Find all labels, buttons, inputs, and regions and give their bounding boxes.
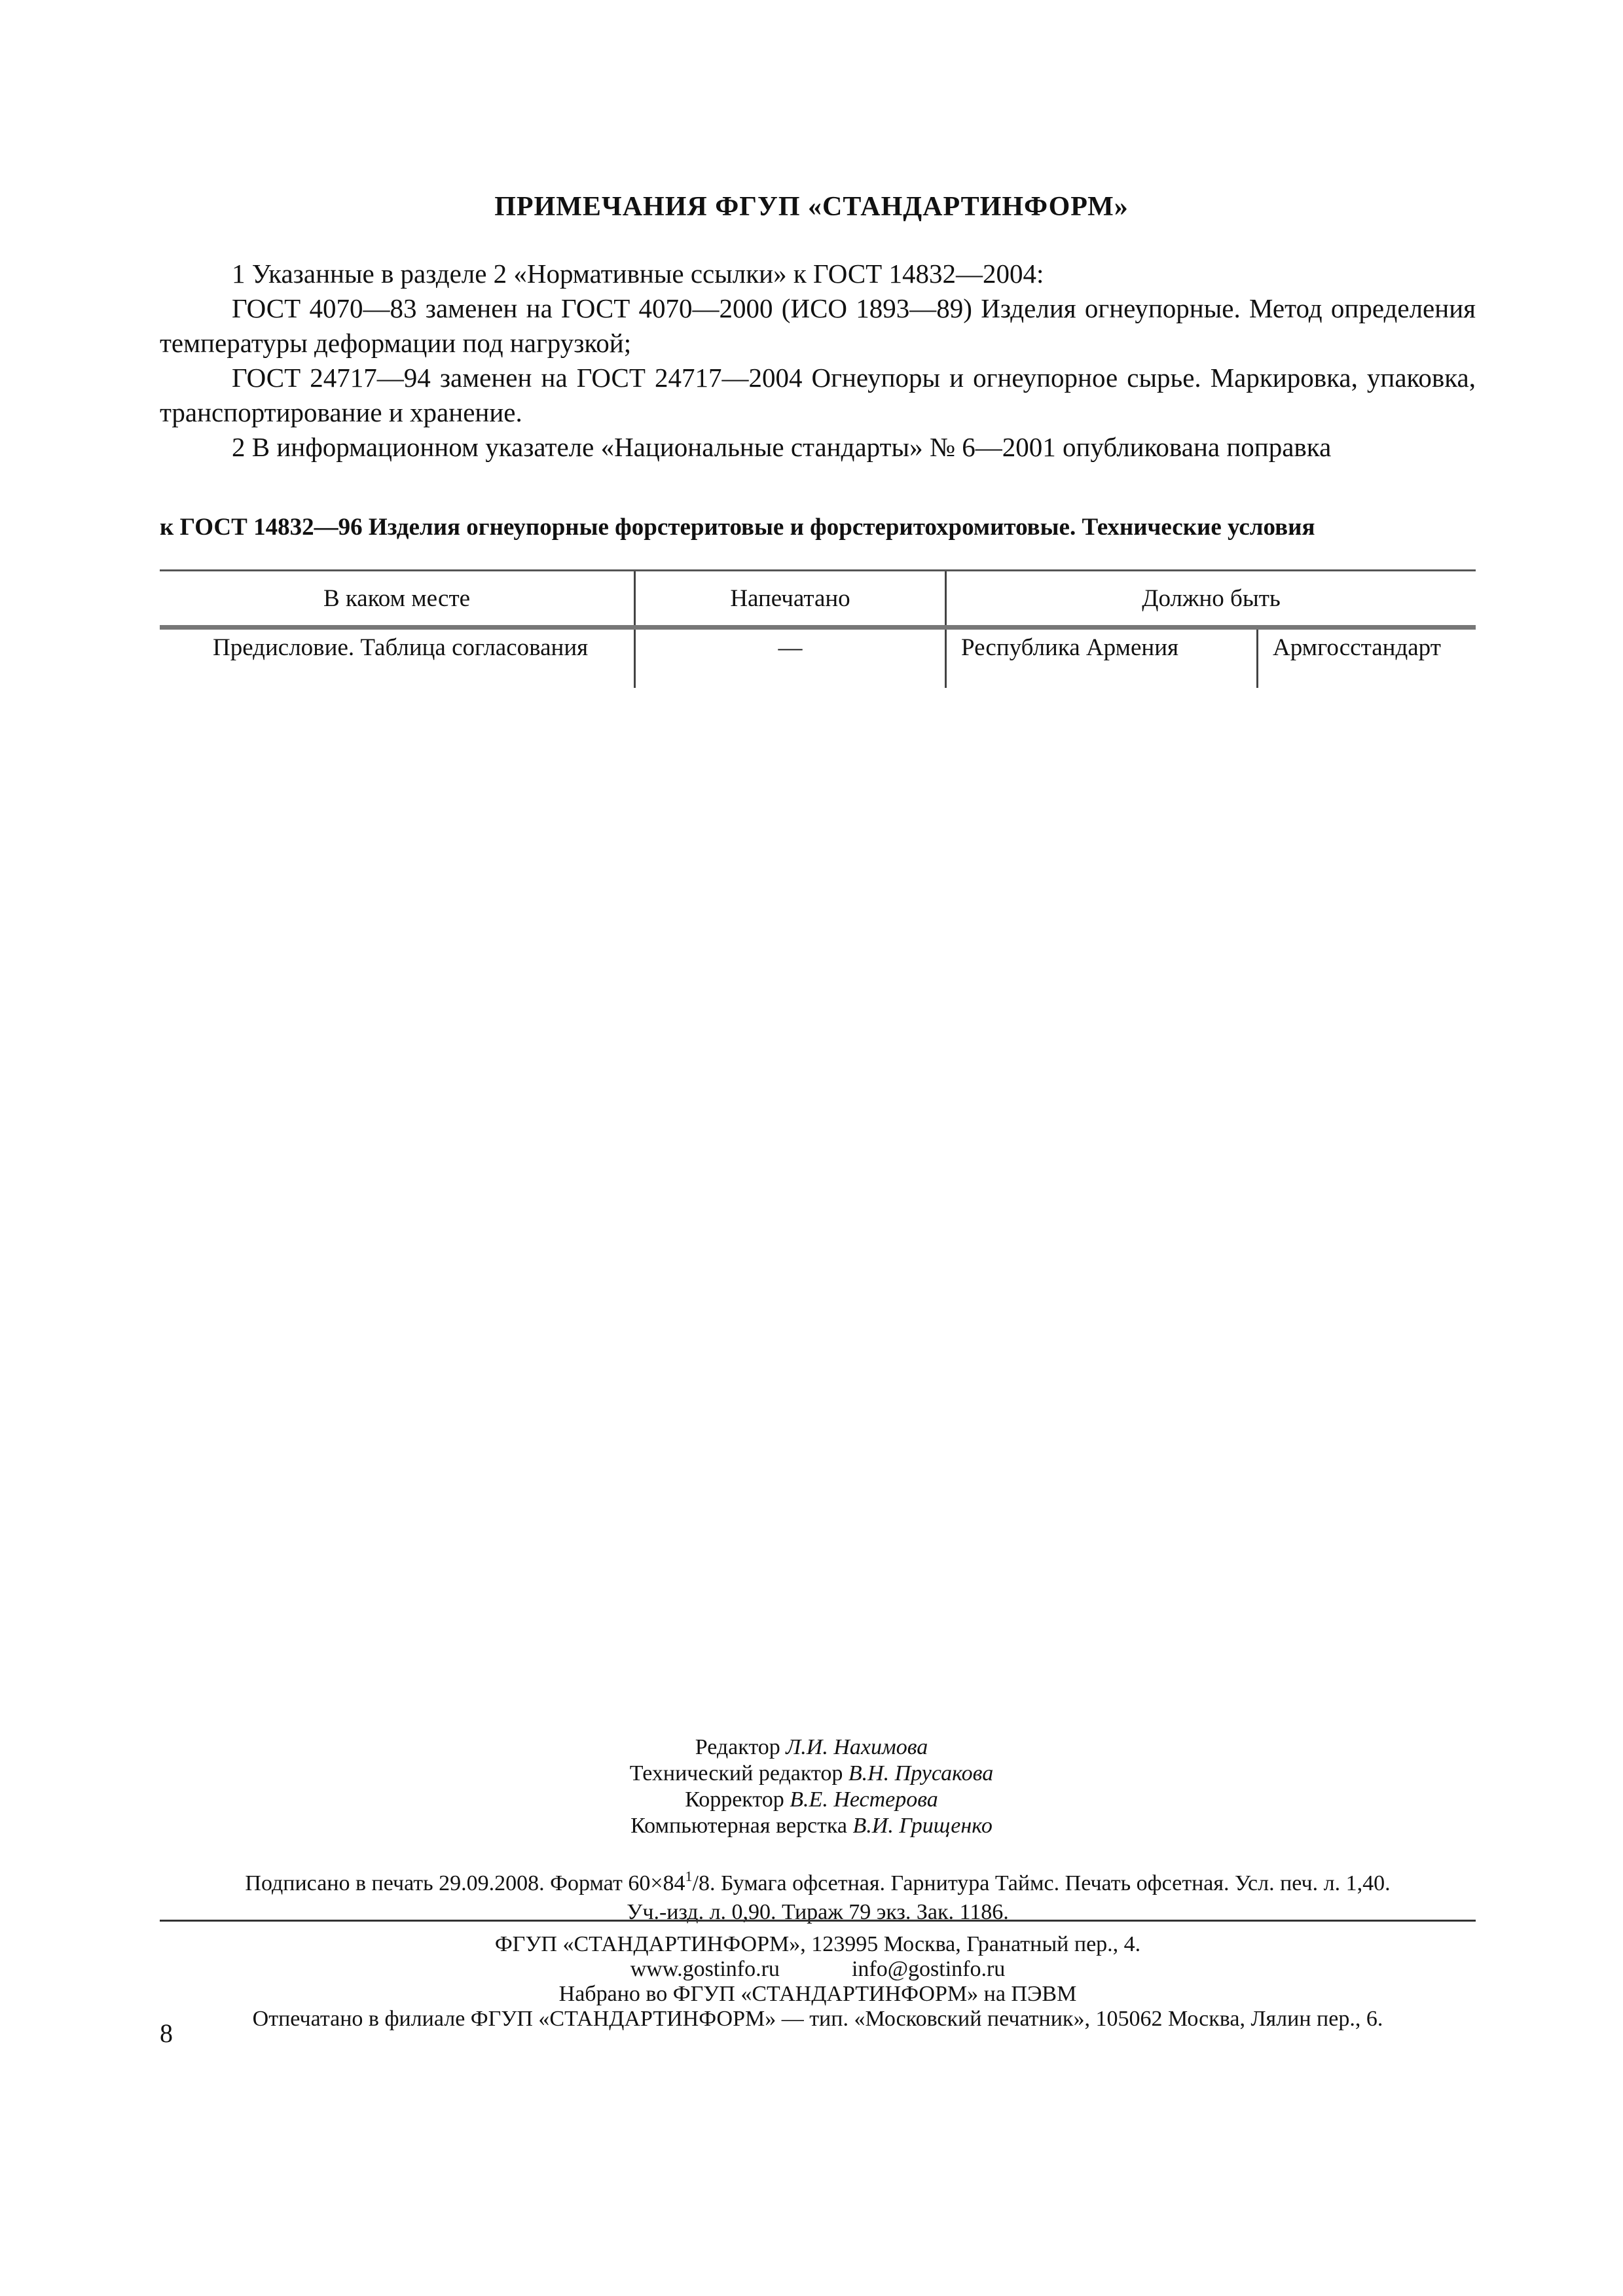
note-2 xyxy=(160,430,1476,465)
note-1-text: 1 Указанные в разделе 2 «Нормативные ссылки» к ГОСТ 14832—2004: xyxy=(232,259,1044,289)
publisher-block xyxy=(160,1932,1476,2032)
cell-printed: — xyxy=(635,628,946,689)
credit-tech-editor-name: В.Н. Прусакова xyxy=(848,1761,994,1785)
credit-layout xyxy=(0,1813,1623,1839)
header-where: В каком месте xyxy=(160,571,635,628)
cell-should-body: Армгосстандарт xyxy=(1258,628,1476,689)
credit-editor-name: Л.И. Нахимова xyxy=(786,1735,928,1759)
credit-editor-label: Редактор xyxy=(695,1735,780,1759)
note-1-item-2 xyxy=(160,361,1476,430)
credit-corrector-name: В.Е. Нестерова xyxy=(790,1787,938,1812)
print-info xyxy=(160,1862,1476,1927)
divider-rule xyxy=(160,1920,1476,1922)
format-sub: /8 xyxy=(692,1871,710,1895)
note-2-text: 2 В информационном указателе «Национальные стандарты» № 6—2001 опубликована поправка xyxy=(232,432,1332,462)
cell-should-country: Республика Армения xyxy=(946,628,1258,689)
publisher-line-1: ФГУП «СТАНДАРТИНФОРМ», 123995 Москва, Гранатный пер., 4. xyxy=(494,1932,1141,1956)
note-1-item-1-text: ГОСТ 4070—83 заменен на ГОСТ 4070—2000 (ИСО 1893—89) Изделия огнеупорные. Метод определения температуры деформации под нагрузкой; xyxy=(160,293,1476,358)
credits-block xyxy=(0,1734,1623,1839)
credit-corrector xyxy=(0,1787,1623,1813)
credit-corrector-label: Корректор xyxy=(685,1787,784,1812)
publisher-email: info@gostinfo.ru xyxy=(851,1957,1006,1981)
header-should-be: Должно быть xyxy=(946,571,1476,628)
correction-table xyxy=(160,569,1476,688)
print-info-line-2: Уч.-изд. л. 0,90. Тираж 79 экз. Зак. 1186. xyxy=(627,1900,1009,1924)
credit-editor xyxy=(0,1734,1623,1761)
header-printed: Напечатано xyxy=(635,571,946,628)
credit-tech-editor-label: Технический редактор xyxy=(629,1761,843,1785)
cell-where xyxy=(160,628,635,689)
note-1 xyxy=(160,257,1476,291)
publisher-line-3: Набрано во ФГУП «СТАНДАРТИНФОРМ» на ПЭВМ xyxy=(558,1982,1077,2006)
format-sup: 1 xyxy=(685,1868,693,1884)
credit-tech-editor xyxy=(0,1761,1623,1787)
print-info-line-1 xyxy=(160,1862,1476,1898)
notes-block xyxy=(160,257,1476,465)
publisher-line-4: Отпечатано в филиале ФГУП «СТАНДАРТИНФОРМ» — тип. «Московский печатник», 105062 Москва, Лялин пер., 6. xyxy=(252,2007,1383,2031)
page-number: 8 xyxy=(160,2018,173,2048)
table-row xyxy=(160,628,1476,689)
table-header-row xyxy=(160,571,1476,628)
note-1-item-1 xyxy=(160,291,1476,361)
cell-where-text: Предисловие. Таблица согласования xyxy=(213,634,589,661)
correction-heading: к ГОСТ 14832—96 Изделия огнеупорные форстеритовые и форстеритохромитовые. Технические условия xyxy=(160,514,1315,541)
credit-layout-name: В.И. Грищенко xyxy=(852,1814,993,1838)
print-info-line-1-a: Подписано в печать 29.09.2008. Формат 60×84 xyxy=(245,1871,685,1895)
note-1-item-2-text: ГОСТ 24717—94 заменен на ГОСТ 24717—2004 Огнеупоры и огнеупорное сырье. Маркировка, упаковка, транспортирование и хранение. xyxy=(160,363,1476,427)
credit-layout-label: Компьютерная верстка xyxy=(630,1814,848,1838)
publisher-website: www.gostinfo.ru xyxy=(630,1957,780,1981)
page-title: ПРИМЕЧАНИЯ ФГУП «СТАНДАРТИНФОРМ» xyxy=(494,192,1129,222)
print-info-line-1-b: . Бумага офсетная. Гарнитура Таймс. Печать офсетная. Усл. печ. л. 1,40. xyxy=(709,1871,1391,1895)
publisher-contacts xyxy=(160,1957,1476,1982)
